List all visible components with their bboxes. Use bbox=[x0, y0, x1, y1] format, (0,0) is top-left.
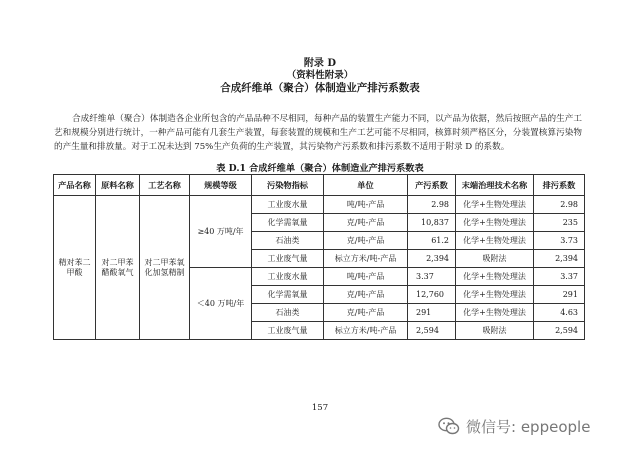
generation-coefficient-cell: 3.37 bbox=[408, 268, 456, 286]
treatment-tech-cell: 化学+生物处理法 bbox=[456, 196, 534, 214]
discharge-coefficient-cell: 2,594 bbox=[534, 322, 585, 340]
appendix-label: 附录 D bbox=[303, 58, 337, 69]
scale-cell: ≥40 万吨/年 bbox=[190, 196, 252, 268]
generation-coefficient-cell: 2,594 bbox=[408, 322, 456, 340]
generation-coefficient-cell: 2,394 bbox=[408, 250, 456, 268]
column-header: 工艺名称 bbox=[140, 175, 190, 196]
discharge-coefficient-cell: 235 bbox=[534, 214, 585, 232]
indicator-cell: 化学需氧量 bbox=[252, 286, 324, 304]
process-cell: 对二甲苯氧化加氢精制 bbox=[140, 196, 190, 340]
treatment-tech-cell: 化学+生物处理法 bbox=[456, 286, 534, 304]
scale-cell: ＜40 万吨/年 bbox=[190, 268, 252, 340]
wechat-icon bbox=[438, 417, 460, 435]
product-cell: 精对苯二甲酸 bbox=[54, 196, 96, 340]
indicator-cell: 石油类 bbox=[252, 304, 324, 322]
unit-cell: 克/吨-产品 bbox=[324, 286, 408, 304]
unit-cell: 标立方米/吨-产品 bbox=[324, 250, 408, 268]
discharge-coefficient-cell: 2,394 bbox=[534, 250, 585, 268]
column-header: 排污系数 bbox=[534, 175, 585, 196]
treatment-tech-cell: 吸附法 bbox=[456, 322, 534, 340]
table-header-row bbox=[54, 175, 585, 196]
generation-coefficient-cell: 2.98 bbox=[408, 196, 456, 214]
column-header: 产污系数 bbox=[408, 175, 456, 196]
indicator-cell: 石油类 bbox=[252, 232, 324, 250]
indicator-cell: 工业废气量 bbox=[252, 322, 324, 340]
generation-coefficient-cell: 10,837 bbox=[408, 214, 456, 232]
treatment-tech-cell: 化学+生物处理法 bbox=[456, 232, 534, 250]
treatment-tech-cell: 化学+生物处理法 bbox=[456, 268, 534, 286]
column-header: 末端治理技术名称 bbox=[456, 175, 534, 196]
indicator-cell: 工业废水量 bbox=[252, 196, 324, 214]
discharge-coefficient-cell: 3.37 bbox=[534, 268, 585, 286]
unit-cell: 标立方米/吨-产品 bbox=[324, 322, 408, 340]
column-header: 单位 bbox=[324, 175, 408, 196]
generation-coefficient-cell: 291 bbox=[408, 304, 456, 322]
column-header: 规模等级 bbox=[190, 175, 252, 196]
indicator-cell: 工业废气量 bbox=[252, 250, 324, 268]
generation-coefficient-cell: 61.2 bbox=[408, 232, 456, 250]
unit-cell: 克/吨-产品 bbox=[324, 214, 408, 232]
appendix-note: （资料性附录） bbox=[286, 70, 354, 81]
table-caption: 表 D.1 合成纤维单（聚合）体制造业产排污系数表 bbox=[216, 163, 424, 174]
indicator-cell: 工业废水量 bbox=[252, 268, 324, 286]
column-header: 污染物指标 bbox=[252, 175, 324, 196]
treatment-tech-cell: 吸附法 bbox=[456, 250, 534, 268]
column-header: 产品名称 bbox=[54, 175, 96, 196]
discharge-coefficient-cell: 2.98 bbox=[534, 196, 585, 214]
coefficient-table bbox=[53, 174, 585, 340]
discharge-coefficient-cell: 3.73 bbox=[534, 232, 585, 250]
page-title: 合成纤维单（聚合）体制造业产排污系数表 bbox=[220, 82, 420, 94]
unit-cell: 吨/吨-产品 bbox=[324, 268, 408, 286]
treatment-tech-cell: 化学+生物处理法 bbox=[456, 304, 534, 322]
generation-coefficient-cell: 12,760 bbox=[408, 286, 456, 304]
unit-cell: 克/吨-产品 bbox=[324, 232, 408, 250]
raw-material-cell: 对二甲苯醋酸氧气 bbox=[96, 196, 140, 340]
unit-cell: 吨/吨-产品 bbox=[324, 196, 408, 214]
table-row bbox=[54, 196, 585, 214]
discharge-coefficient-cell: 291 bbox=[534, 286, 585, 304]
intro-paragraph: 合成纤维单（聚合）体制造各企业所包含的产品品种不尽相同，每种产品的装置生产能力不同，以产品为依据，然后按照产品的生产工艺和规模分别进行统计，一种产品可能有几套生产装置，每套装置的规模和生产工艺可能不尽相同，核算时须严格区分，分装置核算污染物的产生量和排放量。对于工况未达到 75%生产负荷的生产装置，其污染物产污系数和排污系数不适用于附录 D 的系数。 bbox=[54, 113, 582, 152]
watermark-text: 微信号: eppeople bbox=[466, 417, 591, 436]
treatment-tech-cell: 化学+生物处理法 bbox=[456, 214, 534, 232]
discharge-coefficient-cell: 4.63 bbox=[534, 304, 585, 322]
watermark bbox=[438, 416, 590, 436]
column-header: 原料名称 bbox=[96, 175, 140, 196]
page-number: 157 bbox=[311, 403, 329, 413]
indicator-cell: 化学需氧量 bbox=[252, 214, 324, 232]
unit-cell: 克/吨-产品 bbox=[324, 304, 408, 322]
